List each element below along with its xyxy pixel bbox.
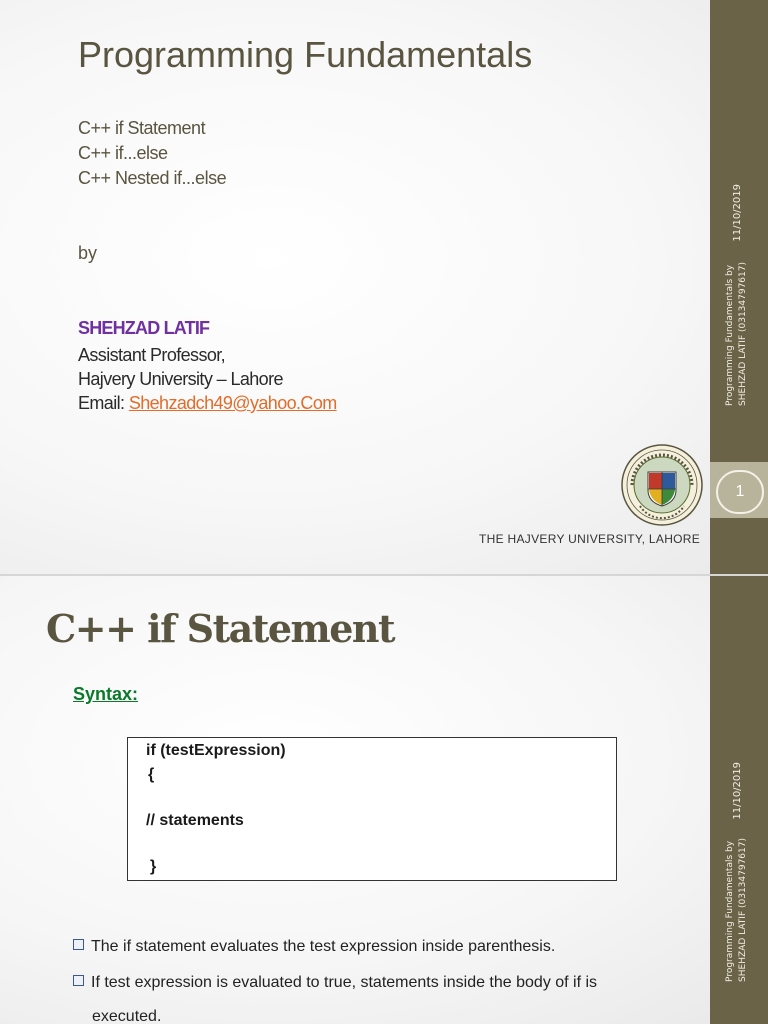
code-line: { bbox=[148, 766, 155, 783]
code-line: } bbox=[150, 858, 157, 875]
checkbox-bullet-icon bbox=[73, 939, 84, 950]
bullet-text: The if statement evaluates the test expression inside parenthesis. bbox=[91, 938, 556, 955]
slide-credit bbox=[724, 838, 750, 982]
slide-title: C++ if Statement bbox=[46, 606, 395, 651]
author-name: SHEHZAD LATIF bbox=[78, 318, 210, 338]
slide-title: Programming Fundamentals bbox=[78, 34, 533, 75]
code-line: // statements bbox=[146, 812, 244, 829]
slide-sidebar bbox=[710, 576, 768, 1024]
university-seal-icon bbox=[620, 444, 704, 526]
code-box bbox=[127, 737, 617, 881]
topic-item: C++ Nested if...else bbox=[78, 168, 227, 188]
slide-date: 11/10/2019 bbox=[732, 184, 743, 242]
topic-item: C++ if Statement bbox=[78, 118, 206, 138]
bullet-text: If test expression is evaluated to true, statements inside the body of if is bbox=[91, 974, 598, 991]
bullet-continuation bbox=[92, 1000, 692, 1024]
email-link[interactable]: Shehzadch49@yahoo.Com bbox=[128, 393, 337, 413]
if-statement-slide bbox=[0, 576, 768, 1024]
credit-line: SHEHZAD LATIF (03134797617) bbox=[738, 838, 748, 982]
email-line bbox=[78, 391, 337, 415]
syntax-label: Syntax: bbox=[73, 684, 139, 704]
credit-line: Programming Fundamentals by bbox=[725, 264, 735, 406]
bullet-item bbox=[73, 966, 673, 1000]
topic-item: C++ if...else bbox=[78, 143, 168, 163]
bullet-text: executed. bbox=[92, 1008, 162, 1024]
credit-line: Programming Fundamentals by bbox=[725, 840, 735, 982]
email-label: Email: bbox=[78, 393, 129, 413]
code-line: if (testExpression) bbox=[146, 742, 286, 759]
page-number: 1 bbox=[716, 470, 764, 514]
slide-date: 11/10/2019 bbox=[732, 762, 743, 820]
author-university: Hajvery University – Lahore bbox=[78, 369, 283, 389]
bullet-item bbox=[73, 930, 673, 964]
author-title: Assistant Professor, bbox=[78, 345, 226, 365]
university-caption: THE HAJVERY UNIVERSITY, LAHORE bbox=[479, 532, 701, 546]
credit-line: SHEHZAD LATIF (03134797617) bbox=[738, 262, 748, 406]
author-info bbox=[78, 343, 337, 415]
topic-list bbox=[78, 116, 226, 191]
checkbox-bullet-icon bbox=[73, 975, 84, 986]
by-label: by bbox=[78, 243, 98, 263]
slide-credit bbox=[724, 262, 750, 406]
